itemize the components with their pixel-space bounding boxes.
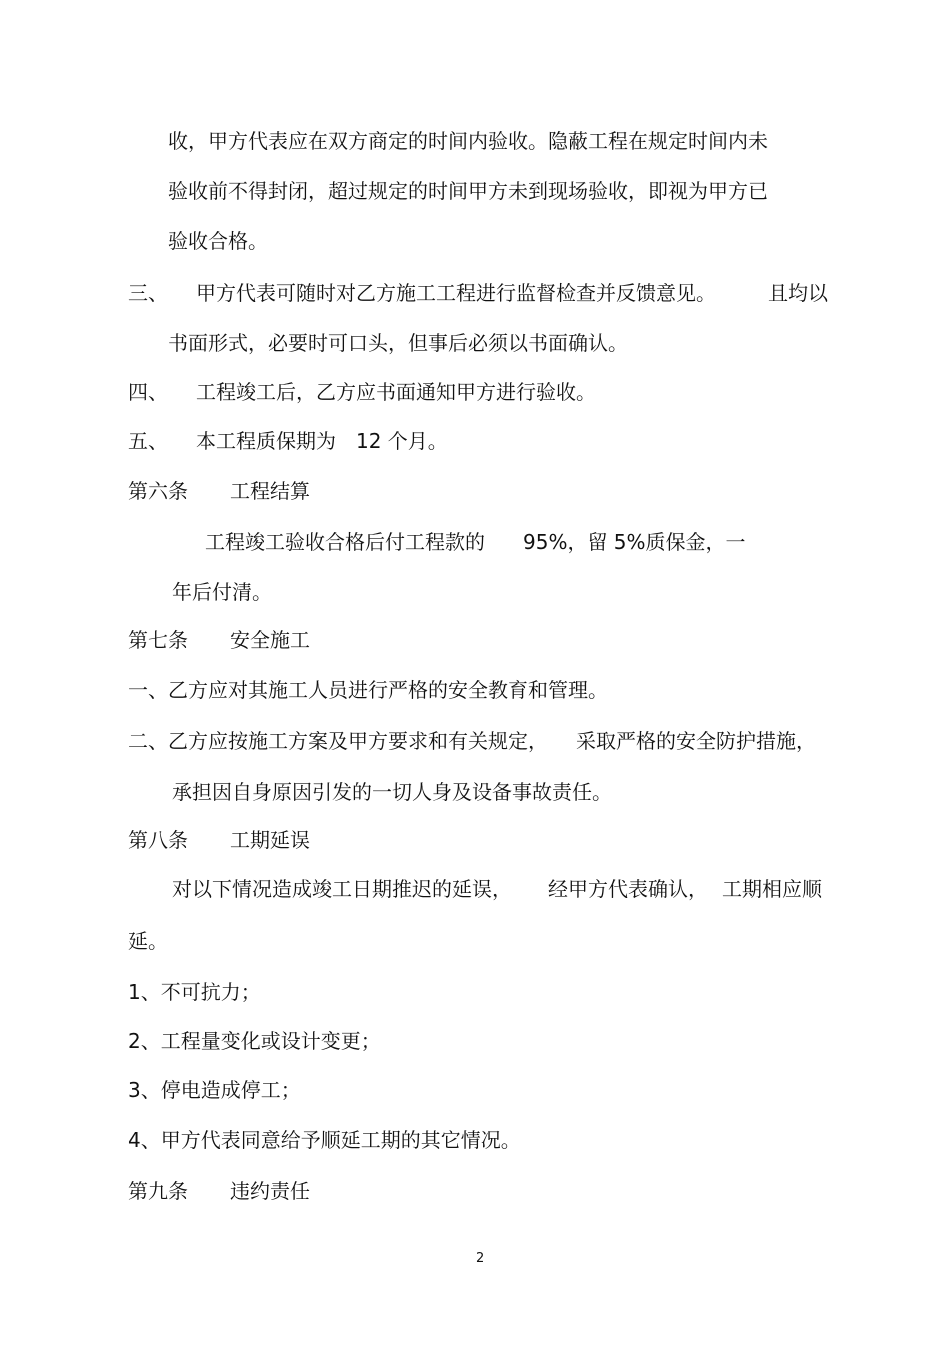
text-segment: 工程竣工后，乙方应书面通知甲方进行验收。: [196, 380, 596, 404]
text-segment: 2、工程量变化或设计变更；: [128, 1029, 381, 1053]
page-number: 2: [476, 1251, 485, 1266]
text-segment: 本工程质保期为: [196, 429, 336, 453]
text-segment: 验收前不得封闭，超过规定的时间甲方未到现场验收，即视为甲方已: [168, 179, 768, 203]
text-segment: 经甲方代表确认，: [548, 877, 708, 901]
list-marker: 三、: [128, 281, 168, 305]
text-segment: 4、甲方代表同意给予顺延工期的其它情况。: [128, 1128, 521, 1152]
text-segment: 12 个月。: [356, 429, 448, 453]
section-title: 工期延误: [230, 828, 310, 852]
text-segment: 且均以: [768, 281, 828, 305]
text-segment: 甲方代表可随时对乙方施工工程进行监督检查并反馈意见。: [196, 281, 716, 305]
list-marker: 五、: [128, 429, 168, 453]
text-segment: 工程竣工验收合格后付工程款的: [205, 530, 485, 554]
list-marker: 四、: [128, 380, 168, 404]
text-segment: 采取严格的安全防护措施，: [576, 729, 816, 753]
text-segment: 验收合格。: [168, 229, 268, 253]
section-number: 第九条: [128, 1179, 188, 1203]
text-segment: 书面形式，必要时可口头，但事后必须以书面确认。: [168, 331, 628, 355]
section-title: 违约责任: [230, 1179, 310, 1203]
text-segment: 承担因自身原因引发的一切人身及设备事故责任。: [172, 780, 612, 804]
text-segment: 对以下情况造成竣工日期推迟的延误，: [172, 877, 512, 901]
section-title: 安全施工: [230, 628, 310, 652]
text-segment: 1、不可抗力；: [128, 980, 261, 1004]
text-segment: 二、乙方应按施工方案及甲方要求和有关规定，: [128, 729, 548, 753]
section-title: 工程结算: [230, 479, 310, 503]
text-segment: 一、乙方应对其施工人员进行严格的安全教育和管理。: [128, 678, 608, 702]
text-segment: 延。: [128, 929, 168, 953]
text-segment: 收，甲方代表应在双方商定的时间内验收。隐蔽工程在规定时间内未: [168, 129, 768, 153]
text-segment: 95%，留 5%质保金，一: [523, 530, 746, 554]
section-number: 第七条: [128, 628, 188, 652]
text-segment: 工期相应顺: [722, 877, 822, 901]
text-segment: 3、停电造成停工；: [128, 1078, 301, 1102]
text-segment: 年后付清。: [172, 580, 272, 604]
section-number: 第六条: [128, 479, 188, 503]
section-number: 第八条: [128, 828, 188, 852]
